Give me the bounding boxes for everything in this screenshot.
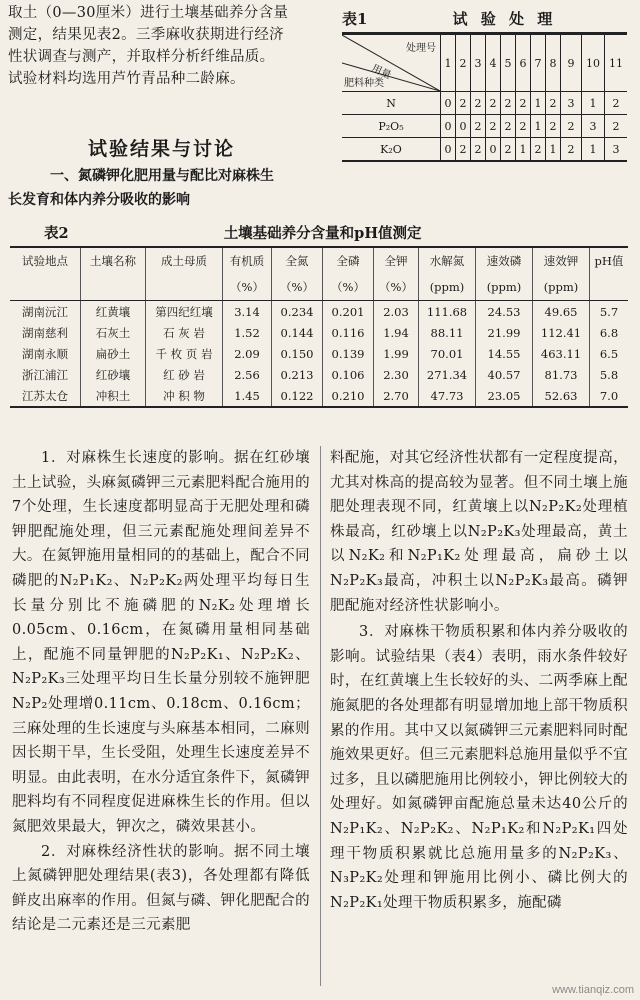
table2-cell: 扁砂土 (81, 343, 146, 364)
table2-cell: 21.99 (476, 322, 533, 343)
table1-cell: 2 (546, 115, 561, 138)
table1-cell: 1 (531, 92, 546, 115)
table1-cell: 2 (516, 115, 531, 138)
table1-col: 4 (486, 35, 501, 92)
table2-cell: 0.234 (272, 301, 323, 323)
table1-col: 7 (531, 35, 546, 92)
table2-cell: 6.5 (590, 343, 629, 364)
table1-col: 6 (516, 35, 531, 92)
intro-paragraph (8, 2, 323, 90)
table1-cell: 2 (471, 138, 486, 162)
table1-cell: 1 (582, 92, 605, 115)
table1-cell: 2 (456, 138, 471, 162)
table2-cell: 湖南慈利 (22, 325, 68, 340)
table2-cell: 47.73 (419, 385, 476, 407)
intro-line: 测定，结果见表2。三季麻收获期进行经济 (8, 27, 284, 43)
table2-label: 表2 (44, 225, 69, 242)
table2-cell: 石灰土 (81, 322, 146, 343)
table1-cell: 2 (486, 115, 501, 138)
table1-row-label: N (342, 92, 441, 115)
table1-col: 5 (501, 35, 516, 92)
table1-col: 9 (561, 35, 582, 92)
table2-cell: 0.201 (323, 301, 374, 323)
table2-cell: 81.73 (533, 364, 590, 385)
table1-cell: 0 (441, 138, 456, 162)
table2-header: 全钾 (374, 247, 419, 274)
table1-cell: 3 (582, 115, 605, 138)
table2-unit: （%） (223, 274, 272, 301)
table2-cell: 1.45 (223, 385, 272, 407)
table1-cell: 2 (531, 138, 546, 162)
paragraph: 料配施，对其它经济性状都有一定程度提高，尤其对株高的提高较为显著。但不同土壤上施肥处理表现不同，红黄壤上以N₂P₂K₂处理植株最高，红砂壤上以N₂P₂K₃处理最高，黄土以N₂K₂和N₂P₁K₂处理最高，扁砂土以N₂P₂K₃最高，冲积土以N₂P₂K₃最高。磷钾肥配施对经济性状影响小。 (330, 450, 628, 614)
table1-cell: 2 (605, 115, 628, 138)
subsection-title (8, 164, 338, 212)
table2-unit (146, 274, 223, 301)
table2-header: 全磷 (323, 247, 374, 274)
table2-cell: 7.0 (590, 385, 629, 407)
table1-cell: 2 (471, 115, 486, 138)
table2-cell: 0.213 (272, 364, 323, 385)
corner-mid-label: 用量 (369, 63, 393, 82)
table2-cell: 浙江浦江 (22, 367, 68, 382)
table1-cell: 2 (501, 92, 516, 115)
table-row (10, 322, 628, 343)
table2-cell: 5.8 (590, 364, 629, 385)
table2-header: 水解氮 (419, 247, 476, 274)
table1-cell: 0 (486, 138, 501, 162)
table2-caption (44, 222, 604, 243)
table2-cell: 2.03 (374, 301, 419, 323)
table2-cell: 49.65 (533, 301, 590, 323)
table1-cell: 2 (486, 92, 501, 115)
table1-cell: 2 (471, 92, 486, 115)
table1-row-label: K₂O (342, 138, 441, 162)
table2-unit: (ppm) (419, 274, 476, 301)
right-column (330, 446, 628, 915)
table2-cell: 0.122 (272, 385, 323, 407)
table2-header: 速效磷 (476, 247, 533, 274)
table2-cell: 463.11 (533, 343, 590, 364)
table1-cell: 1 (531, 115, 546, 138)
table2 (10, 246, 628, 408)
table1-row-label: P₂O₅ (342, 115, 441, 138)
table2-unit: （%） (374, 274, 419, 301)
table1-cell: 0 (441, 115, 456, 138)
table1-cell: 1 (546, 138, 561, 162)
table1-title: 试 验 处 理 (452, 10, 557, 28)
table1-col: 11 (605, 35, 628, 92)
subsection-line: 长发育和体内养分吸收的影响 (8, 192, 190, 208)
table1-col: 10 (582, 35, 605, 92)
table2-header: 全氮 (272, 247, 323, 274)
table2-cell: 0.106 (323, 364, 374, 385)
table2-cell: 第四纪红壤 (146, 301, 223, 323)
intro-line: 性状调查与测产，并取样分析纤维品质。 (8, 49, 275, 65)
table1-cell: 2 (501, 138, 516, 162)
table2-cell: 112.41 (533, 322, 590, 343)
paragraph: 2．对麻株经济性状的影响。据不同土壤上氮磷钾肥处理结果(表3)，各处理都有降低鲜皮出麻率的作用。但氮与磷、钾化肥配合的结论是二元素还是三元素肥 (12, 843, 310, 934)
table1-cell: 2 (501, 115, 516, 138)
table1-cell: 2 (561, 115, 582, 138)
paragraph: 1．对麻株生长速度的影响。据在红砂壤土上试验，头麻氮磷钾三元素肥料配合施用的7个处理，生长速度都明显高于无肥处理和磷钾肥配施处理，但三元素配施处理间差异不大。在氮钾施用量相同的的基础上，配合不同磷肥的N₂P₁K₂、N₂P₂K₂两处理平均每日生长量分别比不施磷肥的N₂K₂处理增长0.05cm、0.16cm，在氮磷用量相同基础上，配施不同量钾肥的N₂P₂K₁、N₂P₂K₂、N₂P₂K₃三处理平均日生长量分别较不施钾肥N₂P₂处理增0.11cm、0.18cm、0.16cm；三麻处理的生长速度与头麻基本相同，二麻则因长期干旱，生长受阻，处理生长速度差异不明显。由此表明，在水分适宜条件下，氮磷钾肥料均有不同程度促进麻株生长的作用。但以氮肥效果最大，钾次之，磷效果甚小。 (12, 450, 310, 835)
table-row (10, 385, 628, 407)
left-column (12, 446, 310, 938)
table1-col: 8 (546, 35, 561, 92)
table2-cell: 3.14 (223, 301, 272, 323)
table1-cell: 2 (605, 92, 628, 115)
table1-cell: 0 (441, 92, 456, 115)
table2-header: 土壤名称 (81, 247, 146, 274)
table1-cell: 2 (456, 92, 471, 115)
table2-unit (10, 274, 81, 301)
table2-cell: 红砂壤 (81, 364, 146, 385)
table1-col: 3 (471, 35, 486, 92)
table2-cell: 5.7 (590, 301, 629, 323)
paragraph: 3．对麻株干物质积累和体内养分吸收的影响。试验结果（表4）表明，雨水条件较好时，在红黄壤上生长较好的头、二两季麻上配施氮肥的各处理都有明显增加地上部干物质积累的作用。其中又以氮磷钾三元素肥料同时配施效果更好。但三元素肥料总施用量似乎不宜过多，且以磷肥施用比例较小，钾比例较大的处理好。如氮磷钾亩配施总量未达40公斤的N₂P₁K₂、N₂P₂K₂、N₂P₁K₂和N₂P₂K₁四处理干物质积累就比总施用量多的N₂P₂K₃、N₃P₂K₂处理和钾施用比例小、磷比例大的N₂P₂K₁处理干物质积累多，施配磷 (330, 624, 628, 911)
table1-cell: 0 (456, 115, 471, 138)
table2-cell: 冲积土 (81, 385, 146, 407)
table1-cell: 2 (546, 92, 561, 115)
table1-cell: 3 (605, 138, 628, 162)
table2-cell: 6.8 (590, 322, 629, 343)
table2-cell: 千 枚 页 岩 (146, 343, 223, 364)
table2-cell: 1.94 (374, 322, 419, 343)
table1-cell: 1 (582, 138, 605, 162)
table2-title: 土壤基础养分含量和pH值测定 (223, 225, 422, 242)
table1-cell: 2 (516, 92, 531, 115)
table2-cell: 湖南永顺 (22, 346, 68, 361)
table2-cell: 271.34 (419, 364, 476, 385)
table1 (342, 32, 627, 162)
table2-cell: 2.09 (223, 343, 272, 364)
intro-line: 取土（0—30厘米）进行土壤基础养分含量 (8, 5, 289, 21)
table2-cell: 52.63 (533, 385, 590, 407)
table1-cell: 3 (561, 92, 582, 115)
table2-header: 速效钾 (533, 247, 590, 274)
table2-grid (10, 246, 628, 408)
table2-unit: （%） (272, 274, 323, 301)
section-title: 试验结果与讨论 (88, 138, 236, 160)
table2-cell: 2.70 (374, 385, 419, 407)
table1-cell: 2 (561, 138, 582, 162)
corner-top-label: 处理号 (406, 43, 436, 54)
watermark: www.tianqiz.com (552, 984, 634, 996)
table2-cell: 红黄壤 (81, 301, 146, 323)
table2-cell: 江苏太仓 (10, 385, 81, 407)
table2-cell: 2.30 (374, 364, 419, 385)
table-row (10, 343, 628, 364)
table2-header: 成土母质 (146, 247, 223, 274)
table1-label: 表1 (342, 10, 368, 28)
column-divider (320, 446, 321, 986)
table2-cell: 0.144 (272, 322, 323, 343)
table-row (10, 364, 628, 385)
table2-cell: 红 砂 岩 (146, 364, 223, 385)
table1-grid (342, 34, 627, 162)
table2-cell: 1.99 (374, 343, 419, 364)
table2-header: 试验地点 (10, 247, 81, 274)
table2-cell: 石 灰 岩 (146, 322, 223, 343)
table2-cell: 0.210 (323, 385, 374, 407)
table2-cell: 湖南沅江 (22, 304, 68, 319)
table2-header: 有机质 (223, 247, 272, 274)
table2-cell: 88.11 (419, 322, 476, 343)
table2-header: pH值 (590, 247, 629, 274)
table2-cell: 0.116 (323, 322, 374, 343)
table2-cell: 23.05 (476, 385, 533, 407)
table1-caption (342, 8, 636, 29)
table2-unit: (ppm) (533, 274, 590, 301)
table2-cell: 0.150 (272, 343, 323, 364)
table2-cell: 24.53 (476, 301, 533, 323)
table2-cell: 14.55 (476, 343, 533, 364)
corner-bottom-label: 肥料种类 (344, 78, 384, 89)
table2-cell: 0.139 (323, 343, 374, 364)
table2-unit (590, 274, 629, 301)
table2-unit (81, 274, 146, 301)
table2-cell: 70.01 (419, 343, 476, 364)
table2-cell: 2.56 (223, 364, 272, 385)
table2-cell: 111.68 (419, 301, 476, 323)
table1-cell: 1 (516, 138, 531, 162)
table2-cell: 1.52 (223, 322, 272, 343)
table2-cell: 40.57 (476, 364, 533, 385)
intro-line: 试验材料均选用芦竹青品种二龄麻。 (8, 71, 245, 87)
table2-unit: （%） (323, 274, 374, 301)
table2-cell: 冲 积 物 (146, 385, 223, 407)
subsection-line: 一、氮磷钾化肥用量与配比对麻株生 (50, 168, 274, 184)
table2-unit: (ppm) (476, 274, 533, 301)
table1-col: 1 (441, 35, 456, 92)
table1-corner (342, 35, 441, 92)
table-row (10, 301, 628, 323)
table1-col: 2 (456, 35, 471, 92)
